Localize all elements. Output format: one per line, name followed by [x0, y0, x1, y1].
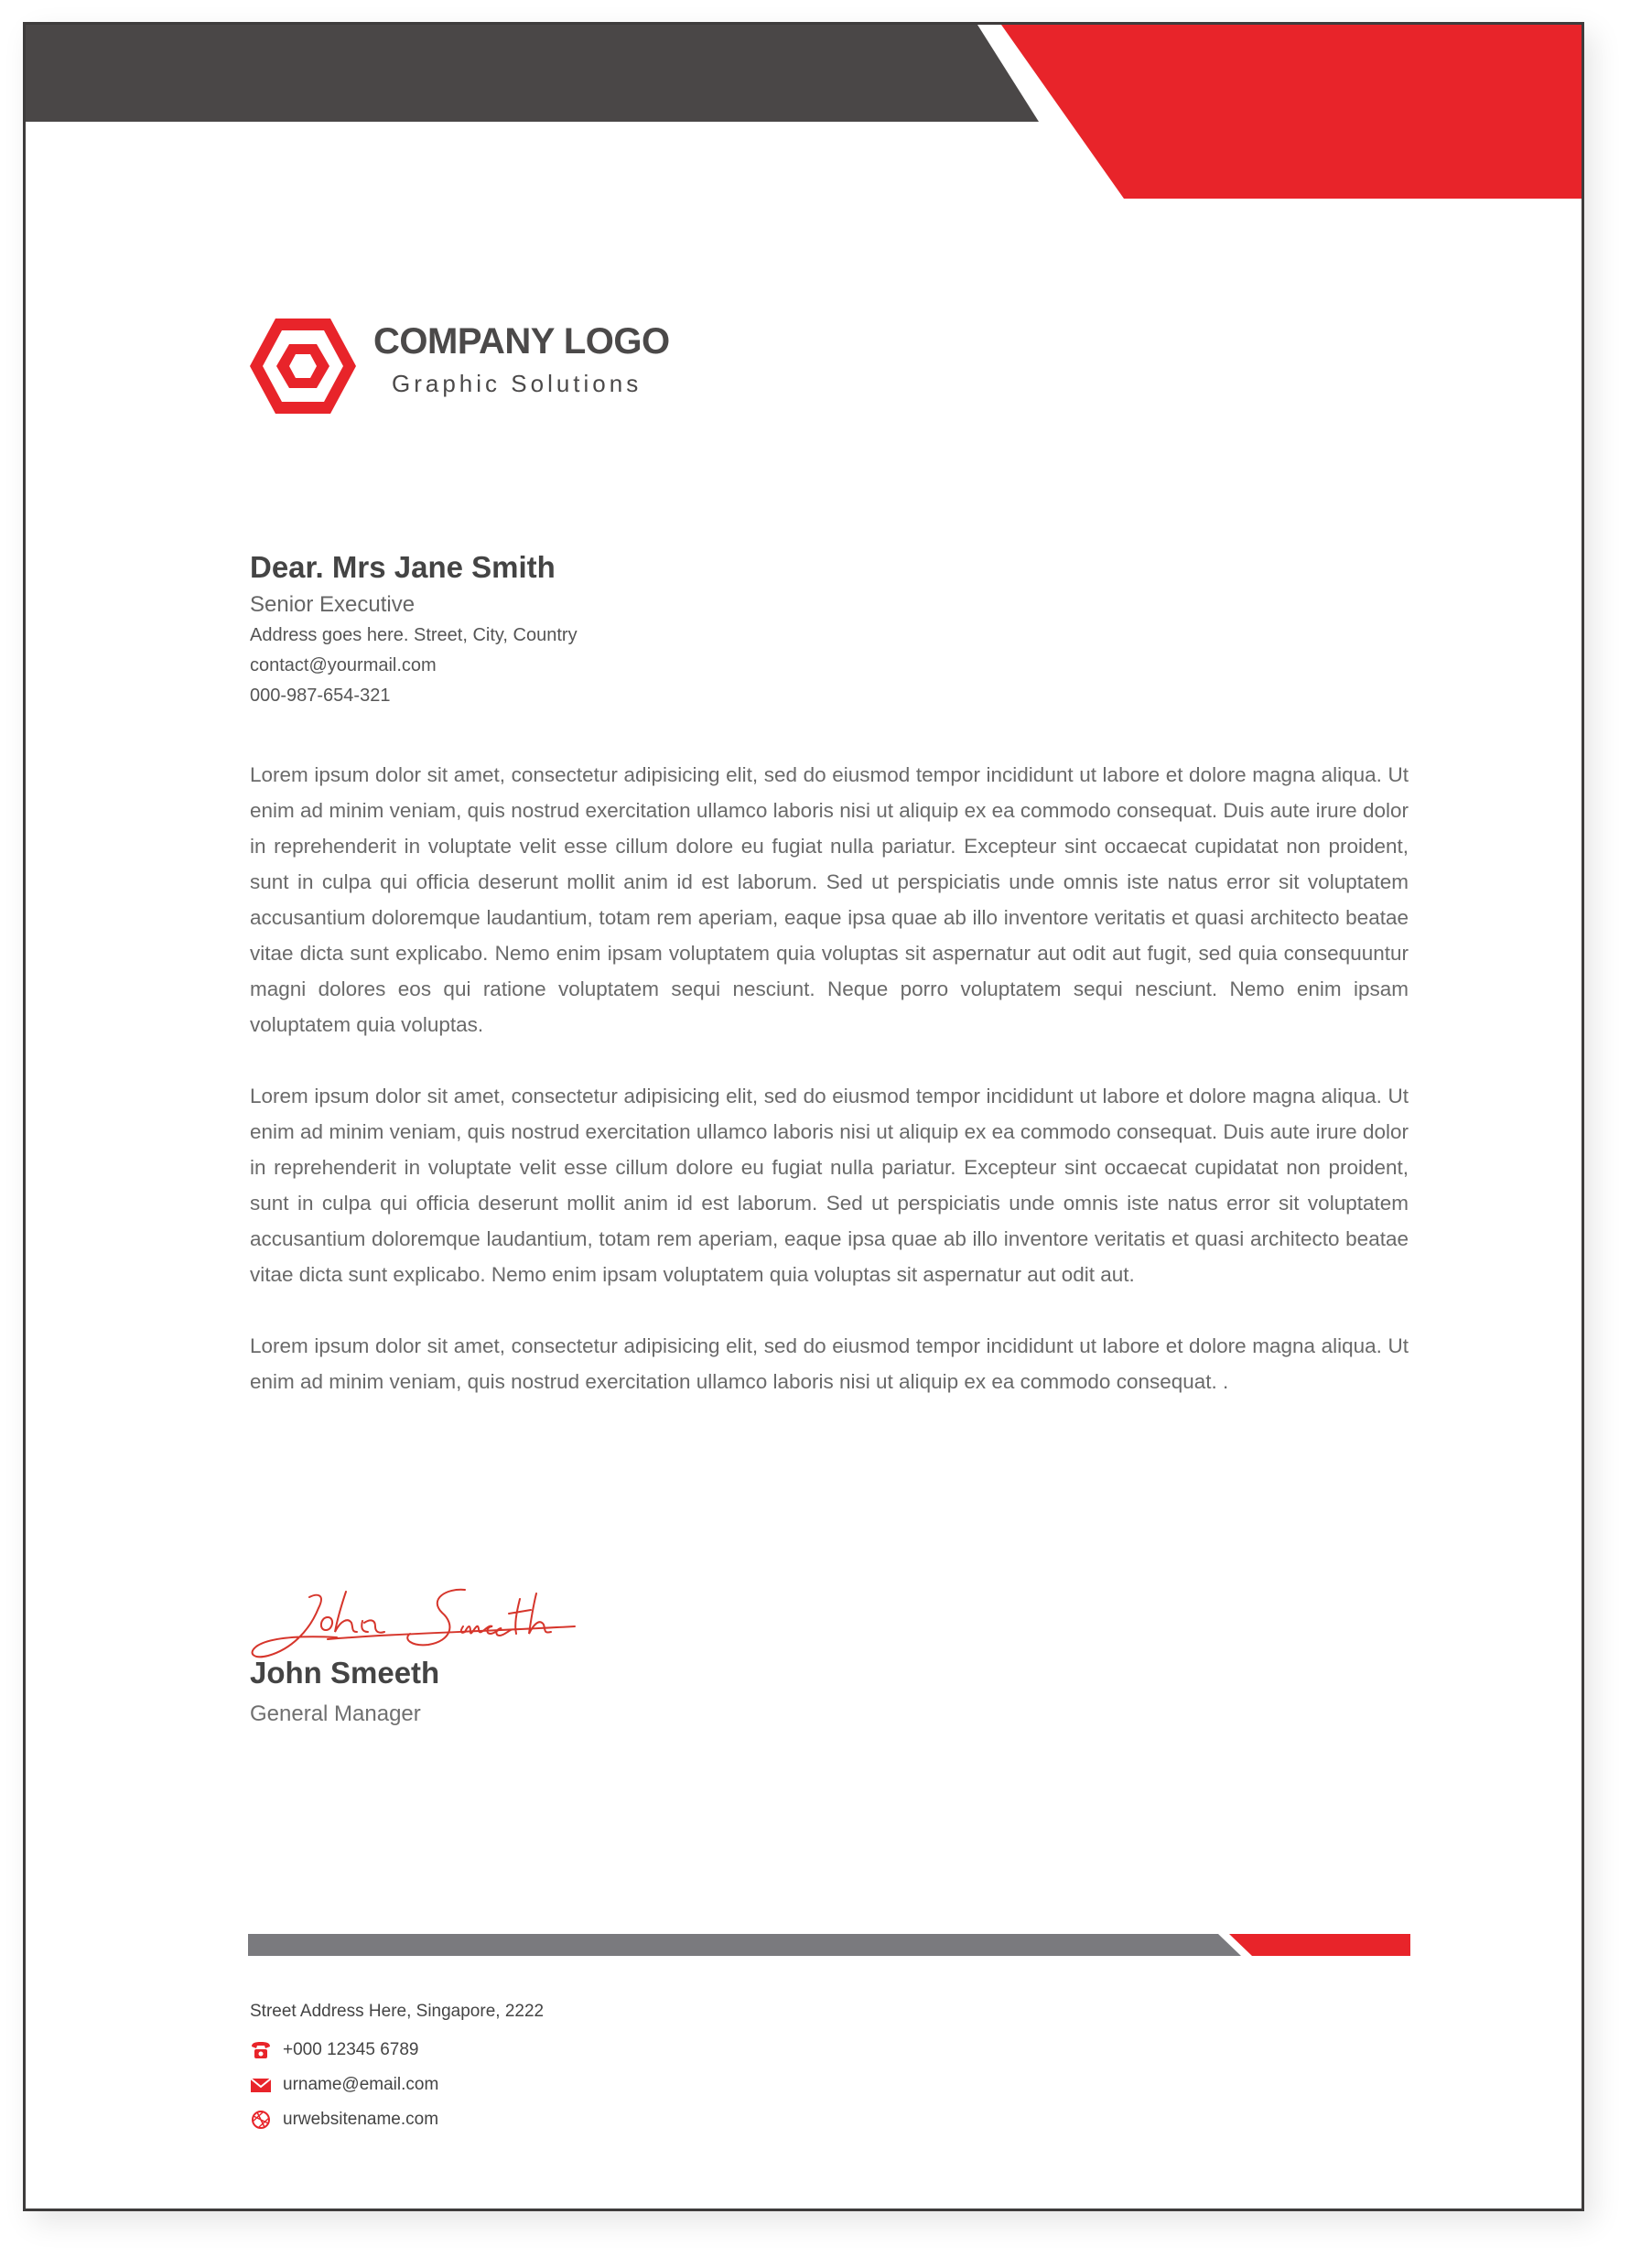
signer-title: General Manager [250, 1701, 421, 1726]
recipient-block [250, 550, 578, 716]
footer-website: urwebsitename.com [283, 2110, 439, 2129]
globe-icon [250, 2111, 272, 2129]
footer-phone-row [250, 2038, 544, 2062]
recipient-phone: 000-987-654-321 [250, 686, 391, 706]
signer-name: John Smeeth [250, 1656, 440, 1690]
recipient-position: Senior Executive [250, 592, 416, 617]
footer-email-row [250, 2073, 544, 2097]
footer-address: Street Address Here, Singapore, 2222 [250, 2002, 545, 2021]
mail-icon [250, 2076, 272, 2094]
footer-email: urname@email.com [283, 2075, 439, 2094]
company-logo-title: COMPANY LOGO [373, 321, 670, 362]
letter-body [250, 757, 1409, 1435]
header-dark-band [26, 25, 1039, 122]
body-paragraph: Lorem ipsum dolor sit amet, consectetur adipisicing elit, sed do eiusmod tempor incididunt ut labore et dolore magna aliqua. Ut enim ad minim veniam, quis nostrud exercitation ullamco laboris nisi ut aliquip ex ea commodo consequat. Duis aute irure dolor in reprehenderit in voluptate velit esse cillum dolore eu fugiat nulla pariatur. Excepteur sint occaecat cupidatat non proident, sunt in culpa qui officia deserunt mollit anim id est laborum. Sed ut perspiciatis unde omnis iste natus error sit voluptatem accusantium doloremque laudantium, totam rem aperiam, eaque ipsa quae ab illo inventore veritatis et quasi architecto beatae vitae dicta sunt explicabo. Nemo enim ipsam voluptatem quia voluptas sit aspernatur aut odit aut fugit, sed quia consequuntur magni dolores eos qui ratione voluptatem sequi nesciunt. Neque porro voluptatem sequi nesciunt. Nemo enim ipsam voluptatem quia voluptas. [250, 763, 1409, 1036]
footer-website-row [250, 2108, 544, 2132]
footer-contact-block [250, 2002, 544, 2143]
body-paragraph: Lorem ipsum dolor sit amet, consectetur adipisicing elit, sed do eiusmod tempor incididunt ut labore et dolore magna aliqua. Ut enim ad minim veniam, quis nostrud exercitation ullamco laboris nisi ut aliquip ex ea commodo consequat. . [250, 1334, 1409, 1393]
company-logo-subtitle: Graphic Solutions [392, 370, 642, 397]
footer-divider-bar [248, 1934, 1410, 1956]
header-red-band [1001, 25, 1584, 199]
header-bands [26, 25, 1584, 226]
footer-red-band [1229, 1934, 1410, 1956]
footer-phone: +000 12345 6789 [283, 2040, 419, 2059]
body-paragraph: Lorem ipsum dolor sit amet, consectetur adipisicing elit, sed do eiusmod tempor incididunt ut labore et dolore magna aliqua. Ut enim ad minim veniam, quis nostrud exercitation ullamco laboris nisi ut aliquip ex ea commodo consequat. Duis aute irure dolor in reprehenderit in voluptate velit esse cillum dolore eu fugiat nulla pariatur. Excepteur sint occaecat cupidatat non proident, sunt in culpa qui officia deserunt mollit anim id est laborum. Sed ut perspiciatis unde omnis iste natus error sit voluptatem accusantium doloremque laudantium, totam rem aperiam, eaque ipsa quae ab illo inventore veritatis et quasi architecto beatae vitae dicta sunt explicabo. Nemo enim ipsam voluptatem quia voluptas sit aspernatur aut odit aut. [250, 1085, 1409, 1286]
hexagon-logo-icon [248, 316, 358, 416]
recipient-email: contact@yourmail.com [250, 655, 437, 675]
recipient-salutation: Dear. Mrs Jane Smith [250, 550, 556, 584]
phone-icon [250, 2041, 272, 2059]
letterhead-page [23, 22, 1584, 2211]
footer-gray-band [248, 1934, 1241, 1956]
recipient-address: Address goes here. Street, City, Country [250, 625, 578, 645]
